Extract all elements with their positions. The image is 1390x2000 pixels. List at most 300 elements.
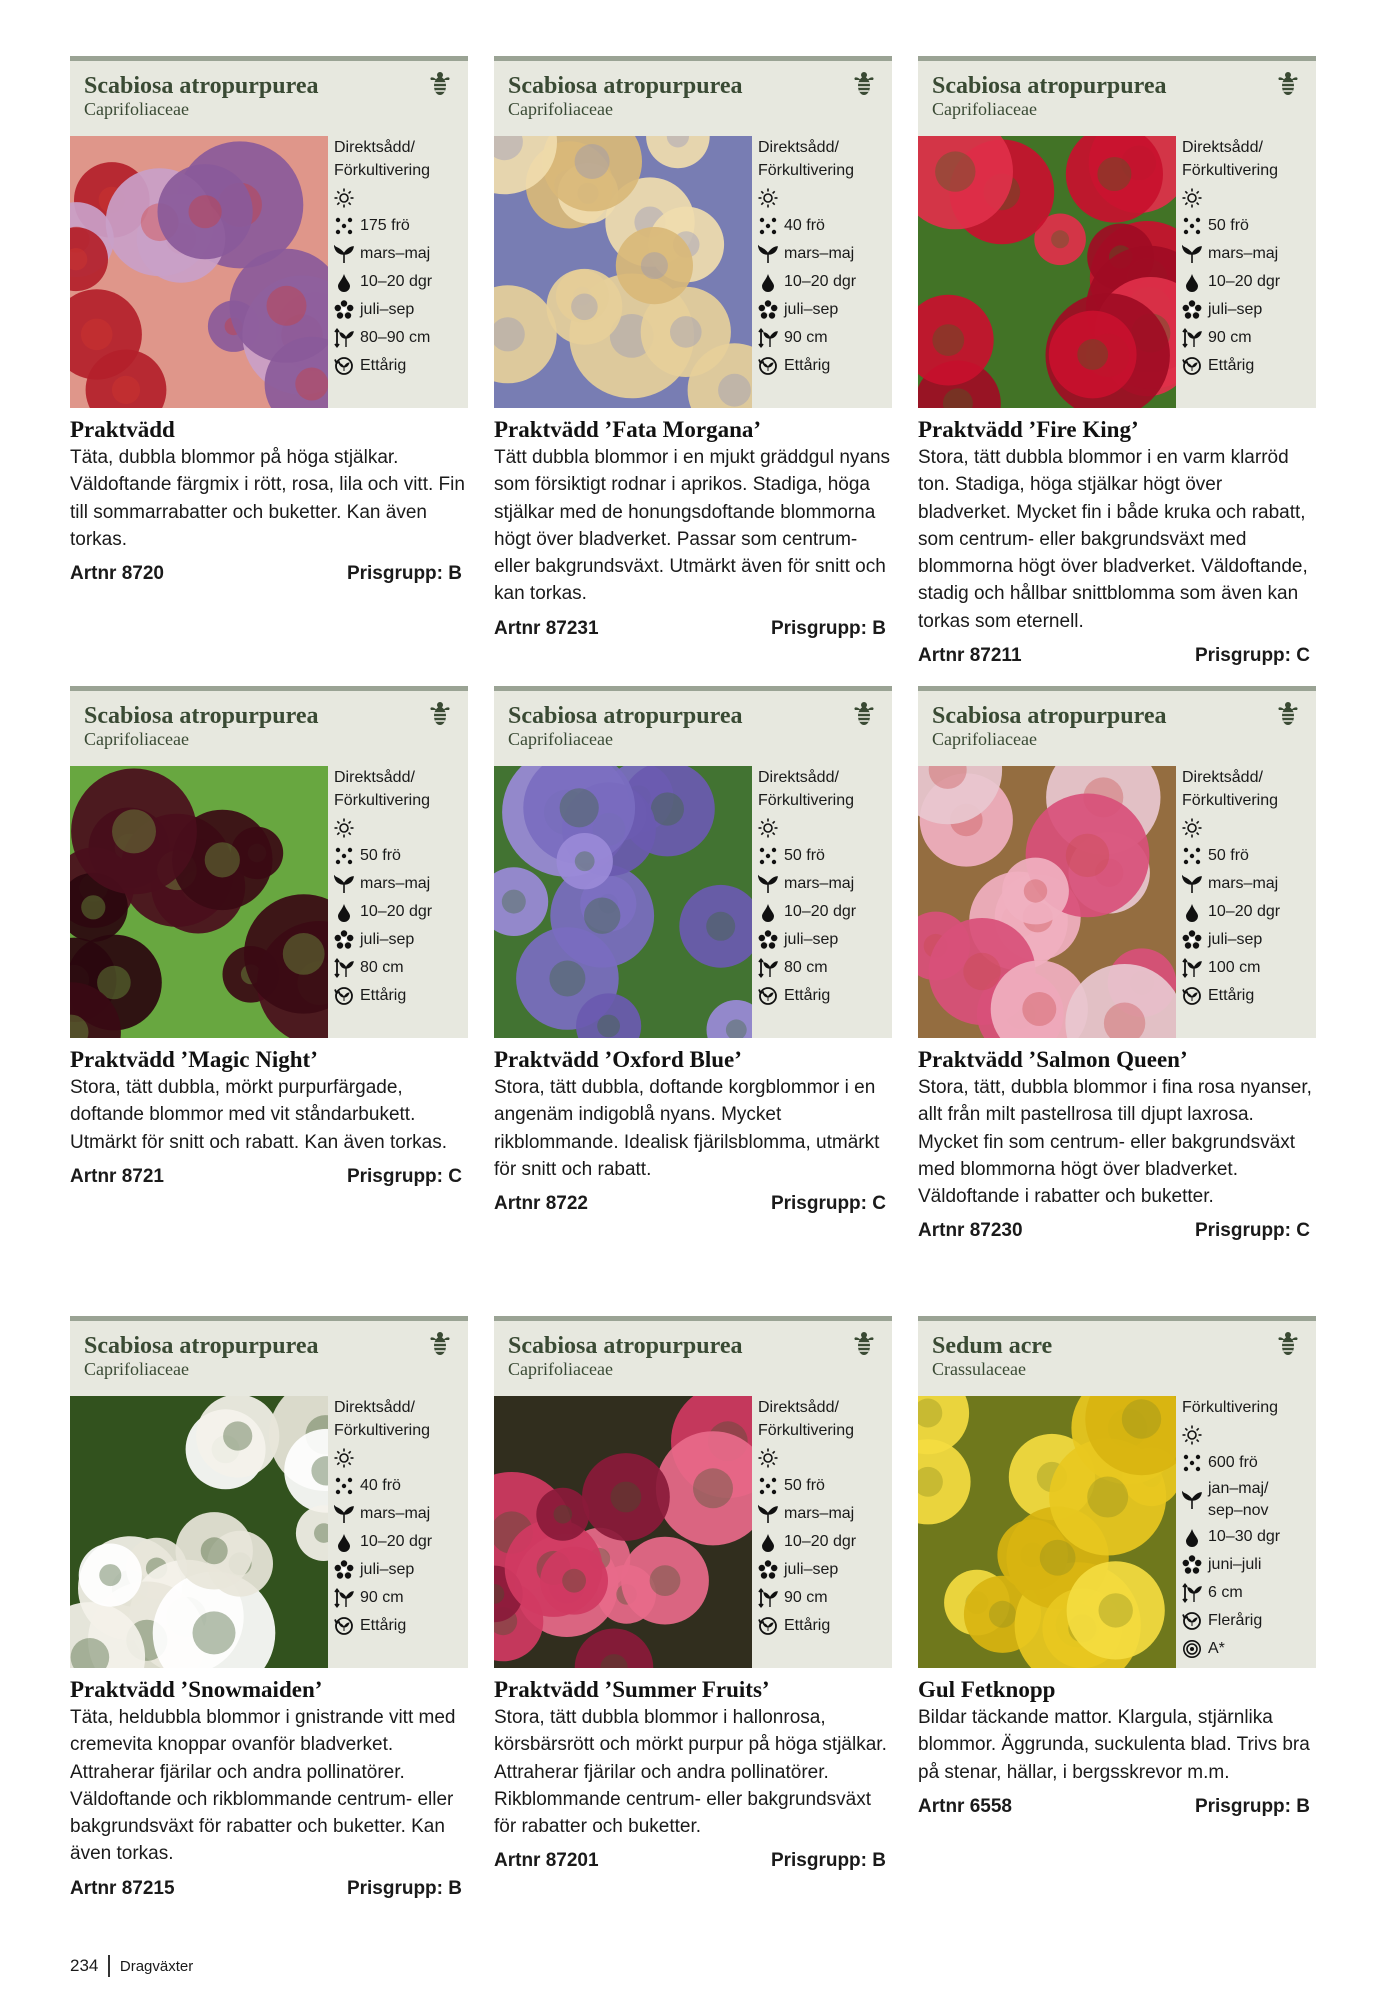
card-header — [494, 56, 892, 136]
card-body — [918, 766, 1316, 1038]
fact-row — [1182, 184, 1316, 212]
bee-icon — [428, 1331, 452, 1357]
sun-icon — [1182, 1425, 1204, 1445]
growing-facts — [334, 136, 468, 380]
annual-icon — [334, 1616, 356, 1636]
price-group: Prisgrupp: B — [1194, 1795, 1310, 1817]
fact-text: Ettårig — [784, 987, 831, 1004]
product-meta — [494, 1192, 892, 1216]
fact-text: 10–20 dgr — [784, 903, 857, 920]
plant-family: Caprifoliaceae — [508, 1359, 613, 1379]
price-group: Prisgrupp: C — [346, 1165, 462, 1187]
product-title: Praktvädd ’Fata Morgana’ — [494, 417, 762, 442]
fact-row — [1182, 954, 1316, 982]
fact-row — [758, 268, 892, 296]
fact-text: juli–sep — [784, 931, 839, 948]
annual-icon — [1182, 986, 1204, 1006]
fact-text: Ettårig — [360, 357, 407, 374]
product-title: Gul Fetknopp — [918, 1677, 1056, 1702]
germination-icon — [758, 1532, 780, 1552]
fact-text: jan–maj/ sep–nov — [1208, 1480, 1269, 1519]
germination-icon — [758, 902, 780, 922]
fact-row — [758, 1472, 892, 1500]
price-group: Prisgrupp: B — [346, 1877, 462, 1899]
growing-facts — [758, 1396, 892, 1640]
fact-row — [1182, 268, 1316, 296]
fact-row — [758, 926, 892, 954]
card-header — [918, 686, 1316, 766]
latin-name: Scabiosa atropurpurea — [508, 703, 743, 729]
fact-text: mars–maj — [360, 245, 431, 262]
fact-text: juli–sep — [784, 301, 839, 318]
fact-row — [758, 212, 892, 240]
fact-text: 40 frö — [784, 217, 825, 234]
fact-row — [334, 324, 468, 352]
bee-icon — [428, 701, 452, 727]
sowing-method: Direktsådd/ Förkultivering — [1182, 139, 1279, 179]
sowing-icon — [758, 1504, 780, 1524]
fact-text: juli–sep — [784, 1561, 839, 1578]
fact-row — [334, 296, 468, 324]
product-card — [918, 686, 1316, 1243]
page-number: 234 — [70, 1956, 99, 1975]
annual-icon — [1182, 356, 1204, 376]
germination-icon — [1182, 272, 1204, 292]
fact-row — [334, 814, 468, 842]
latin-name: Scabiosa atropurpurea — [84, 73, 319, 99]
description-text: Stora, tätt, dubbla blommor i fina rosa nyanser, allt från milt pastellrosa till djupt laxrosa. Mycket fin som centrum- eller bakgrundsväxt med blommorna högt över bladverket. Väldoftande i rabatter och buketter. — [918, 1077, 1312, 1208]
flower-icon — [334, 930, 356, 950]
height-icon — [334, 1588, 356, 1608]
fact-text: juli–sep — [360, 1561, 415, 1578]
card-header — [918, 56, 1316, 136]
product-card — [70, 686, 468, 1189]
plant-photo — [70, 136, 328, 408]
fact-row — [334, 1612, 468, 1640]
fact-row — [758, 814, 892, 842]
article-number: Artnr 87230 — [918, 1220, 1023, 1242]
fact-row — [1182, 870, 1316, 898]
fact-row — [758, 1444, 892, 1472]
sowing-method: Direktsådd/ Förkultivering — [758, 139, 855, 179]
card-body — [494, 1396, 892, 1668]
growing-facts — [1182, 1396, 1316, 1663]
fact-text: juli–sep — [1208, 931, 1263, 948]
fact-text: 10–30 dgr — [1208, 1528, 1281, 1545]
fact-row — [334, 1500, 468, 1528]
latin-name: Scabiosa atropurpurea — [84, 703, 319, 729]
fact-row — [1182, 814, 1316, 842]
sun-icon — [334, 818, 356, 838]
annual-icon — [758, 1616, 780, 1636]
article-number: Artnr 87231 — [494, 617, 599, 639]
fact-text: juli–sep — [360, 931, 415, 948]
perennial-icon — [1182, 1611, 1204, 1631]
fact-text: 10–20 dgr — [360, 273, 433, 290]
fact-row — [758, 1556, 892, 1584]
article-number: Artnr 8720 — [70, 563, 164, 585]
height-icon — [758, 328, 780, 348]
fact-text: Ettårig — [784, 357, 831, 374]
growing-facts — [334, 1396, 468, 1640]
plant-photo — [918, 766, 1176, 1038]
germination-icon — [334, 902, 356, 922]
fact-text: 90 cm — [784, 1589, 828, 1606]
fact-text: mars–maj — [784, 1505, 855, 1522]
page-footer — [70, 1955, 193, 1977]
bee-icon — [1276, 71, 1300, 97]
fact-row — [334, 898, 468, 926]
fact-text: 50 frö — [1208, 217, 1249, 234]
latin-name: Scabiosa atropurpurea — [84, 1333, 319, 1359]
annual-icon — [758, 356, 780, 376]
card-body — [494, 136, 892, 408]
fact-text: mars–maj — [360, 1505, 431, 1522]
seeds-icon — [758, 846, 780, 866]
sowing-icon — [334, 1504, 356, 1524]
fact-text: 50 frö — [784, 1477, 825, 1494]
height-icon — [1182, 958, 1204, 978]
price-group: Prisgrupp: B — [346, 563, 462, 585]
plant-family: Caprifoliaceae — [932, 99, 1037, 119]
plant-family: Caprifoliaceae — [932, 729, 1037, 749]
article-number: Artnr 8722 — [494, 1193, 588, 1215]
growing-facts — [1182, 136, 1316, 380]
fact-text: 90 cm — [360, 1589, 404, 1606]
seeds-icon — [758, 1476, 780, 1496]
sowing-icon — [334, 244, 356, 264]
latin-name: Scabiosa atropurpurea — [508, 73, 743, 99]
sowing-icon — [758, 874, 780, 894]
fact-row — [1182, 1607, 1316, 1635]
fact-row — [334, 240, 468, 268]
height-icon — [1182, 1583, 1204, 1603]
germination-icon — [1182, 1527, 1204, 1547]
fact-text: mars–maj — [360, 875, 431, 892]
price-group: Prisgrupp: B — [770, 617, 886, 639]
fact-row — [758, 898, 892, 926]
fact-row — [334, 212, 468, 240]
card-header — [494, 1316, 892, 1396]
fact-row — [1182, 1523, 1316, 1551]
sowing-method: Direktsådd/ Förkultivering — [758, 769, 855, 809]
product-title: Praktvädd ’Snowmaiden’ — [70, 1677, 323, 1702]
fact-text: Ettårig — [1208, 357, 1255, 374]
germination-icon — [758, 272, 780, 292]
fact-row — [334, 1556, 468, 1584]
growing-facts — [1182, 766, 1316, 1010]
flower-icon — [758, 1560, 780, 1580]
fact-row — [334, 352, 468, 380]
fact-text: 6 cm — [1208, 1584, 1243, 1601]
fact-text: 40 frö — [360, 1477, 401, 1494]
sun-icon — [758, 1448, 780, 1468]
fact-row — [334, 1528, 468, 1556]
latin-name: Scabiosa atropurpurea — [508, 1333, 743, 1359]
fact-row — [1182, 1551, 1316, 1579]
product-card — [494, 56, 892, 641]
description-text: Stora, tätt dubbla, mörkt purpurfärgade, doftande blommor med vit ståndarbukett. Utmärkt för snitt och rabatt. Kan även torkas. — [70, 1077, 447, 1153]
product-meta — [70, 1877, 468, 1901]
fact-text: Ettårig — [360, 1617, 407, 1634]
fact-text: 90 cm — [784, 329, 828, 346]
product-card — [70, 56, 468, 586]
plant-photo — [494, 1396, 752, 1668]
fact-row — [1182, 1635, 1316, 1663]
fact-text: juli–sep — [1208, 301, 1263, 318]
fact-row — [334, 184, 468, 212]
fact-row — [758, 982, 892, 1010]
annual-icon — [334, 356, 356, 376]
fact-row — [758, 1500, 892, 1528]
product-meta — [70, 1165, 468, 1189]
fact-row — [1182, 240, 1316, 268]
fact-row — [758, 1612, 892, 1640]
seeds-icon — [1182, 216, 1204, 236]
card-body — [494, 766, 892, 1038]
sowing-method: Direktsådd/ Förkultivering — [1182, 769, 1279, 809]
fact-text: 50 frö — [784, 847, 825, 864]
annual-icon — [758, 986, 780, 1006]
seeds-icon — [1182, 1453, 1204, 1473]
sowing-icon — [1182, 1490, 1204, 1510]
product-title: Praktvädd ’Fire King’ — [918, 417, 1139, 442]
product-description — [70, 1046, 468, 1189]
flower-icon — [334, 1560, 356, 1580]
hardiness-icon — [1182, 1639, 1204, 1659]
product-title: Praktvädd ’Summer Fruits’ — [494, 1677, 770, 1702]
card-body — [918, 136, 1316, 408]
fact-row — [1182, 296, 1316, 324]
sowing-icon — [758, 244, 780, 264]
product-description — [70, 416, 468, 586]
price-group: Prisgrupp: B — [770, 1850, 886, 1872]
latin-name: Scabiosa atropurpurea — [932, 703, 1167, 729]
fact-text: 80–90 cm — [360, 329, 431, 346]
card-body — [918, 1396, 1316, 1668]
fact-text: Ettårig — [360, 987, 407, 1004]
flower-icon — [334, 300, 356, 320]
height-icon — [1182, 328, 1204, 348]
fact-text: A* — [1208, 1640, 1225, 1657]
latin-name: Sedum acre — [932, 1333, 1053, 1359]
fact-row — [1182, 842, 1316, 870]
growing-facts — [758, 766, 892, 1010]
product-card — [494, 1316, 892, 1873]
description-text: Stora, tätt dubbla blommor i hallonrosa, körsbärsrött och mörkt purpur på höga stjälkar. Attraherar fjärilar och andra pollinatörer. Rikblommande centrum- eller bakgrundsväxt för rabatter och buketter. — [494, 1707, 887, 1838]
description-text: Bildar täckande mattor. Klargula, stjärnlika blommor. Äggrunda, suckulenta blad. Trivs bra på stenar, hällar, i bergsskrevor m.m. — [918, 1707, 1310, 1783]
fact-row — [758, 184, 892, 212]
fact-text: Ettårig — [784, 1617, 831, 1634]
fact-text: juli–sep — [360, 301, 415, 318]
flower-icon — [758, 300, 780, 320]
fact-text: 10–20 dgr — [784, 273, 857, 290]
fact-text: 80 cm — [784, 959, 828, 976]
fact-text: 10–20 dgr — [784, 1533, 857, 1550]
growing-facts — [758, 136, 892, 380]
fact-row — [1182, 1477, 1316, 1523]
fact-row — [1182, 982, 1316, 1010]
fact-row — [1182, 1421, 1316, 1449]
fact-row — [334, 842, 468, 870]
description-text: Tätt dubbla blommor i en mjukt gräddgul nyans som försiktigt rodnar i aprikos. Stadiga, höga stjälkar med de honungsdoftande blommorna högt över bladverket. Passar som centrum- eller bakgrundsväxt. Utmärkt även för snitt och kan torkas. — [494, 447, 891, 605]
fact-text: 50 frö — [1208, 847, 1249, 864]
card-body — [70, 766, 468, 1038]
fact-row — [1182, 212, 1316, 240]
plant-family: Crassulaceae — [932, 1359, 1026, 1379]
description-text: Täta, heldubbla blommor i gnistrande vitt med cremevita knoppar ovanför bladverket. Attraherar fjärilar och andra pollinatörer. Väldoftande och rikblommande centrum- eller bakgrundsväxt för rabatter och buketter. Kan även torkas. — [70, 1707, 456, 1865]
product-description — [494, 1676, 892, 1873]
sun-icon — [334, 1448, 356, 1468]
fact-row — [1182, 324, 1316, 352]
product-title: Praktvädd ’Oxford Blue’ — [494, 1047, 742, 1072]
latin-name: Scabiosa atropurpurea — [932, 73, 1167, 99]
sun-icon — [1182, 818, 1204, 838]
fact-row — [758, 1584, 892, 1612]
sowing-icon — [1182, 244, 1204, 264]
article-number: Artnr 87201 — [494, 1850, 599, 1872]
fact-text: 80 cm — [360, 959, 404, 976]
product-description — [494, 1046, 892, 1216]
seeds-icon — [334, 1476, 356, 1496]
flower-icon — [1182, 300, 1204, 320]
seeds-icon — [334, 846, 356, 866]
product-meta — [494, 617, 892, 641]
product-title: Praktvädd ’Salmon Queen’ — [918, 1047, 1188, 1072]
product-card — [494, 686, 892, 1216]
product-meta — [918, 1219, 1316, 1243]
description-text: Täta, dubbla blommor på höga stjälkar. Väldoftande färgmix i rött, rosa, lila och vitt. Fin till sommarrabatter och buketter. Kan även torkas. — [70, 447, 465, 550]
plant-photo — [494, 136, 752, 408]
fact-text: 10–20 dgr — [360, 1533, 433, 1550]
bee-icon — [428, 71, 452, 97]
sowing-method: Förkultivering — [1182, 1399, 1279, 1416]
plant-photo — [918, 136, 1176, 408]
fact-row — [334, 1472, 468, 1500]
sowing-method: Direktsådd/ Förkultivering — [334, 769, 431, 809]
fact-row — [1182, 926, 1316, 954]
card-header — [70, 1316, 468, 1396]
bee-icon — [1276, 701, 1300, 727]
article-number: Artnr 6558 — [918, 1795, 1012, 1817]
description-text: Stora, tätt dubbla, doftande korgblommor i en angenäm indigoblå nyans. Mycket rikblommande. Idealisk fjärilsblomma, utmärkt för snitt och rabatt. — [494, 1077, 880, 1180]
fact-row — [758, 296, 892, 324]
sun-icon — [334, 188, 356, 208]
section-name: Dragväxter — [119, 1957, 194, 1975]
fact-text: 10–20 dgr — [1208, 273, 1281, 290]
card-header — [70, 686, 468, 766]
card-header — [918, 1316, 1316, 1396]
germination-icon — [334, 1532, 356, 1552]
product-card — [70, 1316, 468, 1901]
plant-family: Caprifoliaceae — [84, 1359, 189, 1379]
fact-text: mars–maj — [784, 245, 855, 262]
sowing-icon — [1182, 874, 1204, 894]
product-description — [918, 1676, 1316, 1819]
plant-family: Caprifoliaceae — [84, 729, 189, 749]
height-icon — [334, 958, 356, 978]
fact-text: 90 cm — [1208, 329, 1252, 346]
bee-icon — [852, 71, 876, 97]
article-number: Artnr 8721 — [70, 1165, 164, 1187]
product-description — [918, 1046, 1316, 1243]
fact-row — [1182, 1579, 1316, 1607]
sun-icon — [758, 188, 780, 208]
card-body — [70, 136, 468, 408]
plant-photo — [494, 766, 752, 1038]
product-meta — [918, 1795, 1316, 1819]
fact-row — [758, 842, 892, 870]
description-text: Stora, tätt dubbla blommor i en varm klarröd ton. Stadiga, höga stjälkar högt över bladverket. Mycket fin i både kruka och rabatt, som centrum- eller bakgrundsväxt med blommorna högt över bladverket. Väldoftande, stadig och hållbar snittblomma som även kan torkas som eternell. — [918, 447, 1308, 632]
article-number: Artnr 87211 — [918, 645, 1022, 667]
germination-icon — [1182, 902, 1204, 922]
price-group: Prisgrupp: C — [1194, 645, 1310, 667]
flower-icon — [1182, 930, 1204, 950]
price-group: Prisgrupp: C — [1194, 1220, 1310, 1242]
product-card — [918, 1316, 1316, 1819]
fact-text: 10–20 dgr — [1208, 903, 1281, 920]
fact-row — [334, 1444, 468, 1472]
sun-icon — [758, 818, 780, 838]
fact-text: 50 frö — [360, 847, 401, 864]
plant-photo — [70, 1396, 328, 1668]
fact-row — [758, 954, 892, 982]
fact-row — [334, 926, 468, 954]
product-meta — [494, 1849, 892, 1873]
fact-row — [334, 1584, 468, 1612]
fact-row — [758, 324, 892, 352]
height-icon — [758, 1588, 780, 1608]
sowing-icon — [334, 874, 356, 894]
height-icon — [334, 328, 356, 348]
fact-row — [334, 982, 468, 1010]
height-icon — [758, 958, 780, 978]
product-card — [918, 56, 1316, 668]
plant-family: Caprifoliaceae — [84, 99, 189, 119]
fact-row — [1182, 898, 1316, 926]
seeds-icon — [758, 216, 780, 236]
sun-icon — [1182, 188, 1204, 208]
fact-row — [334, 268, 468, 296]
fact-text: mars–maj — [1208, 875, 1279, 892]
card-body — [70, 1396, 468, 1668]
fact-text: Ettårig — [1208, 987, 1255, 1004]
article-number: Artnr 87215 — [70, 1877, 175, 1899]
sowing-method: Direktsådd/ Förkultivering — [758, 1399, 855, 1439]
plant-family: Caprifoliaceae — [508, 99, 613, 119]
bee-icon — [1276, 1331, 1300, 1357]
germination-icon — [334, 272, 356, 292]
flower-icon — [1182, 1555, 1204, 1575]
product-meta — [70, 562, 468, 586]
footer-divider — [108, 1955, 110, 1977]
seeds-icon — [1182, 846, 1204, 866]
growing-facts — [334, 766, 468, 1010]
flower-icon — [758, 930, 780, 950]
product-title: Praktvädd — [70, 417, 175, 442]
fact-row — [758, 352, 892, 380]
product-title: Praktvädd ’Magic Night’ — [70, 1047, 318, 1072]
plant-family: Caprifoliaceae — [508, 729, 613, 749]
plant-photo — [70, 766, 328, 1038]
fact-text: 10–20 dgr — [360, 903, 433, 920]
card-header — [70, 56, 468, 136]
plant-photo — [918, 1396, 1176, 1668]
fact-text: mars–maj — [1208, 245, 1279, 262]
annual-icon — [334, 986, 356, 1006]
seeds-icon — [334, 216, 356, 236]
product-meta — [918, 644, 1316, 668]
